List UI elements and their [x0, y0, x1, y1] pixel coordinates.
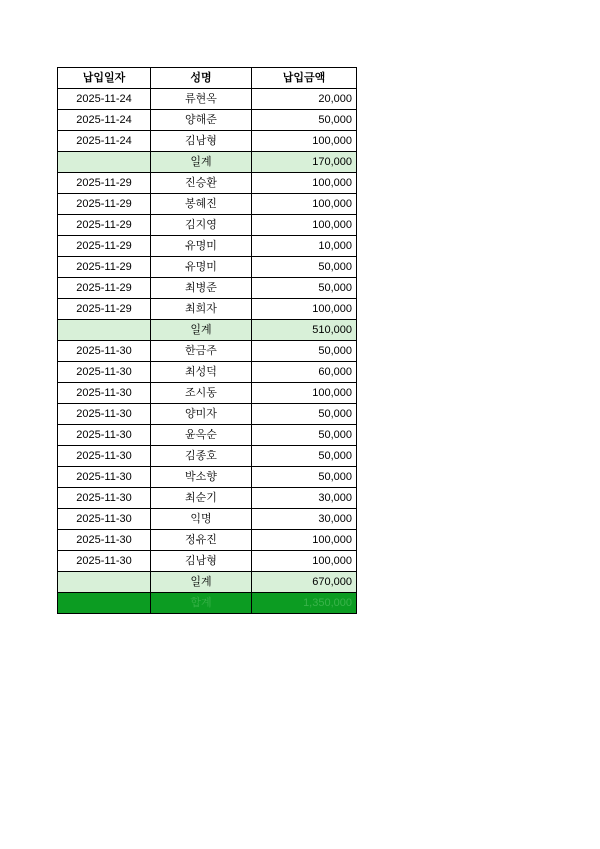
- cell-name: 최희자: [151, 299, 252, 320]
- table-row: [58, 173, 357, 194]
- subtotal-row: [58, 320, 357, 341]
- cell-amount: 100,000: [252, 215, 357, 236]
- cell-date: 2025-11-30: [58, 341, 151, 362]
- cell-date: [58, 593, 151, 614]
- cell-name: 정유진: [151, 530, 252, 551]
- table-row: [58, 299, 357, 320]
- cell-date: 2025-11-30: [58, 404, 151, 425]
- cell-date: 2025-11-24: [58, 131, 151, 152]
- cell-date: 2025-11-30: [58, 446, 151, 467]
- subtotal-row: [58, 152, 357, 173]
- cell-date: 2025-11-30: [58, 551, 151, 572]
- cell-name: 일계: [151, 152, 252, 173]
- cell-name: 윤옥순: [151, 425, 252, 446]
- cell-name: 일계: [151, 320, 252, 341]
- cell-name: 박소향: [151, 467, 252, 488]
- table-row: [58, 446, 357, 467]
- cell-date: 2025-11-30: [58, 530, 151, 551]
- cell-date: 2025-11-29: [58, 257, 151, 278]
- cell-amount: 1,350,000: [252, 593, 357, 614]
- cell-amount: 10,000: [252, 236, 357, 257]
- cell-amount: 50,000: [252, 404, 357, 425]
- table-row: [58, 215, 357, 236]
- table-row: [58, 131, 357, 152]
- table-row: [58, 425, 357, 446]
- cell-amount: 60,000: [252, 362, 357, 383]
- cell-amount: 50,000: [252, 278, 357, 299]
- table-row: [58, 551, 357, 572]
- cell-amount: 100,000: [252, 131, 357, 152]
- cell-amount: 50,000: [252, 425, 357, 446]
- cell-name: 일계: [151, 572, 252, 593]
- cell-date: 2025-11-29: [58, 299, 151, 320]
- cell-name: 봉혜진: [151, 194, 252, 215]
- cell-name: 양미자: [151, 404, 252, 425]
- table-row: [58, 509, 357, 530]
- table-row: [58, 404, 357, 425]
- cell-amount: 50,000: [252, 446, 357, 467]
- cell-amount: 100,000: [252, 383, 357, 404]
- cell-amount: 670,000: [252, 572, 357, 593]
- cell-date: 2025-11-30: [58, 467, 151, 488]
- cell-name: 한금주: [151, 341, 252, 362]
- payments-table: [57, 67, 357, 614]
- cell-date: [58, 320, 151, 341]
- column-header-amount: 납입금액: [252, 68, 357, 89]
- table-header-row: [58, 68, 357, 89]
- cell-date: 2025-11-24: [58, 89, 151, 110]
- table-body: [58, 89, 357, 614]
- cell-date: 2025-11-30: [58, 509, 151, 530]
- cell-amount: 100,000: [252, 551, 357, 572]
- cell-name: 김지영: [151, 215, 252, 236]
- table-row: [58, 530, 357, 551]
- cell-date: 2025-11-29: [58, 278, 151, 299]
- cell-date: [58, 572, 151, 593]
- cell-date: 2025-11-29: [58, 194, 151, 215]
- column-header-date: 납입일자: [58, 68, 151, 89]
- table-row: [58, 467, 357, 488]
- cell-name: 익명: [151, 509, 252, 530]
- table-row: [58, 236, 357, 257]
- cell-amount: 50,000: [252, 257, 357, 278]
- cell-name: 김종호: [151, 446, 252, 467]
- cell-date: 2025-11-30: [58, 425, 151, 446]
- cell-amount: 100,000: [252, 530, 357, 551]
- cell-date: 2025-11-30: [58, 488, 151, 509]
- payments-table-container: [57, 67, 356, 614]
- cell-amount: 30,000: [252, 488, 357, 509]
- cell-date: 2025-11-30: [58, 383, 151, 404]
- cell-amount: 30,000: [252, 509, 357, 530]
- cell-amount: 170,000: [252, 152, 357, 173]
- cell-amount: 100,000: [252, 299, 357, 320]
- cell-date: [58, 152, 151, 173]
- table-row: [58, 341, 357, 362]
- cell-date: 2025-11-29: [58, 215, 151, 236]
- cell-name: 김남형: [151, 551, 252, 572]
- cell-date: 2025-11-29: [58, 173, 151, 194]
- cell-name: 유명미: [151, 236, 252, 257]
- cell-date: 2025-11-30: [58, 362, 151, 383]
- cell-date: 2025-11-24: [58, 110, 151, 131]
- cell-amount: 510,000: [252, 320, 357, 341]
- table-row: [58, 194, 357, 215]
- cell-name: 양해준: [151, 110, 252, 131]
- cell-amount: 50,000: [252, 341, 357, 362]
- total-row: [58, 593, 357, 614]
- table-row: [58, 383, 357, 404]
- table-row: [58, 110, 357, 131]
- table-header: [58, 68, 357, 89]
- cell-name: 류현옥: [151, 89, 252, 110]
- cell-name: 최순기: [151, 488, 252, 509]
- subtotal-row: [58, 572, 357, 593]
- cell-name: 진승환: [151, 173, 252, 194]
- cell-amount: 20,000: [252, 89, 357, 110]
- table-row: [58, 278, 357, 299]
- cell-amount: 50,000: [252, 467, 357, 488]
- table-row: [58, 362, 357, 383]
- cell-date: 2025-11-29: [58, 236, 151, 257]
- cell-name: 합계: [151, 593, 252, 614]
- column-header-name: 성명: [151, 68, 252, 89]
- table-row: [58, 89, 357, 110]
- cell-name: 유명미: [151, 257, 252, 278]
- cell-name: 김남형: [151, 131, 252, 152]
- cell-amount: 100,000: [252, 173, 357, 194]
- cell-amount: 100,000: [252, 194, 357, 215]
- cell-name: 조시동: [151, 383, 252, 404]
- cell-name: 최병준: [151, 278, 252, 299]
- cell-name: 최성덕: [151, 362, 252, 383]
- table-row: [58, 257, 357, 278]
- table-row: [58, 488, 357, 509]
- cell-amount: 50,000: [252, 110, 357, 131]
